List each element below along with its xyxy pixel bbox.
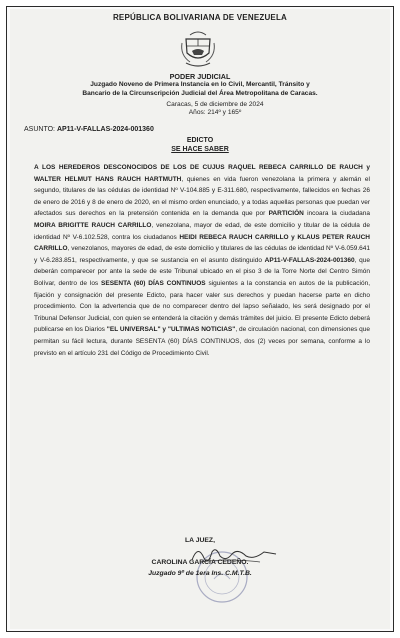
body-defendants: HEIDI REBECA RAUCH CARRILLO y KLAUS PETER RAUCH CARRILLO (34, 233, 370, 253)
body-case-number: AP11-V-FALLAS-2024-001360 (264, 256, 355, 264)
body-text: , que deberán comparecer por ante la sede de este Tribunal ubicado en el piso 3 de la Torre Norte del Centro Simón Bolívar, dentro de los (34, 256, 370, 287)
asunto-label: ASUNTO: (24, 126, 55, 133)
body-text: incoara la ciudadana (303, 210, 371, 218)
court-name (10, 81, 390, 98)
years-line: Años: 214º y 165º (188, 109, 242, 117)
date-block (10, 101, 390, 118)
asunto-line (24, 126, 154, 133)
body-newspapers: "EL UNIVERSAL" y "ULTIMAS NOTICIAS" (106, 326, 236, 334)
se-hace-saber: SE HACE SABER (171, 145, 229, 153)
body-plaintiff: MOIRA BRIGITTE RAUCH CARRILLO (34, 221, 152, 229)
edicto-title: EDICTO (186, 137, 214, 144)
body-text: , quienes en vida fueron venezolana la primera y alemán el segundo, titulares de las cédulas de identidad Nº V-104.885 y E-311.680, respectivamente, fallecidos en fechas 26 de enero de 2016 y 8 de enero de 2020, en el mismo orden enunciado, y a todas aquellas personas que puedan ver afectados sus derechos en la pretensión contenida en la demanda que por (34, 175, 370, 218)
edicto-heading (10, 137, 390, 154)
edicto-body (34, 162, 370, 359)
court-line-1: Juzgado Noveno de Primera Instancia en lo Civil, Mercantil, Tránsito y (90, 81, 310, 88)
document-page (10, 9, 390, 629)
date-line: Caracas, 5 de diciembre de 2024 (166, 101, 264, 108)
body-particion: PARTICIÓN (268, 210, 304, 218)
body-term: SESENTA (60) DÍAS CONTINUOS (101, 279, 206, 287)
judge-court: Juzgado 9º de 1era Ins. C.M.T.B. (148, 570, 252, 577)
body-text: , de circulación nacional, con dimensiones que permitan su fácil lectura, durante SESENTA (60) DÍAS CONTINUOS, dos (2) veces por semana, conforme a lo previsto en el artículo 231 del Código de Procedimiento Civil. (34, 326, 371, 357)
body-addressee: A LOS HEREDEROS DESCONOCIDOS DE LOS DE CUJUS RAQUEL REBECA CARRILLO DE RAUCH y WALTER HELMUT HANS RAUCH HARTMUTH (34, 164, 370, 183)
poder-judicial-heading: PODER JUDICIAL (169, 72, 231, 81)
asunto-number: AP11-V-FALLAS-2024-001360 (56, 126, 154, 133)
la-juez-label: LA JUEZ, (185, 537, 215, 544)
body-text: , venezolana, mayor de edad, de este domicilio y titular de la cédula de identidad Nº V-6.102.528, contra los ciudadanos (34, 221, 370, 241)
body-text: , venezolanos, mayores de edad, de este domicilio y titulares de las cédulas de identidad Nº V-6.059.641 y V-6.283.851, respectivamente, y que se sustancia en el asunto distinguido (34, 245, 370, 264)
judge-name: CAROLINA GARCÍA CEDEÑO. (151, 559, 249, 566)
court-line-2: Bancario de la Circunscripción Judicial del Área Metropolitana de Caracas. (82, 89, 318, 97)
body-text: siguientes a la constancia en autos de la publicación, fijación y consignación del presente Edicto, para hacer valer sus derechos y puedan hacerse parte en dicho procedimiento. Con la advertencia que de no comparecer dentro del lapso señalado, les será designado por el Tribunal Defensor Judicial, con quien se entenderá la citación y demás trámites del juicio. El presente Edicto deberá publicarse en los Diarios (34, 279, 371, 334)
coat-of-arms-icon (178, 29, 218, 71)
republic-heading: REPÚBLICA BOLIVARIANA DE VENEZUELA (112, 13, 288, 22)
